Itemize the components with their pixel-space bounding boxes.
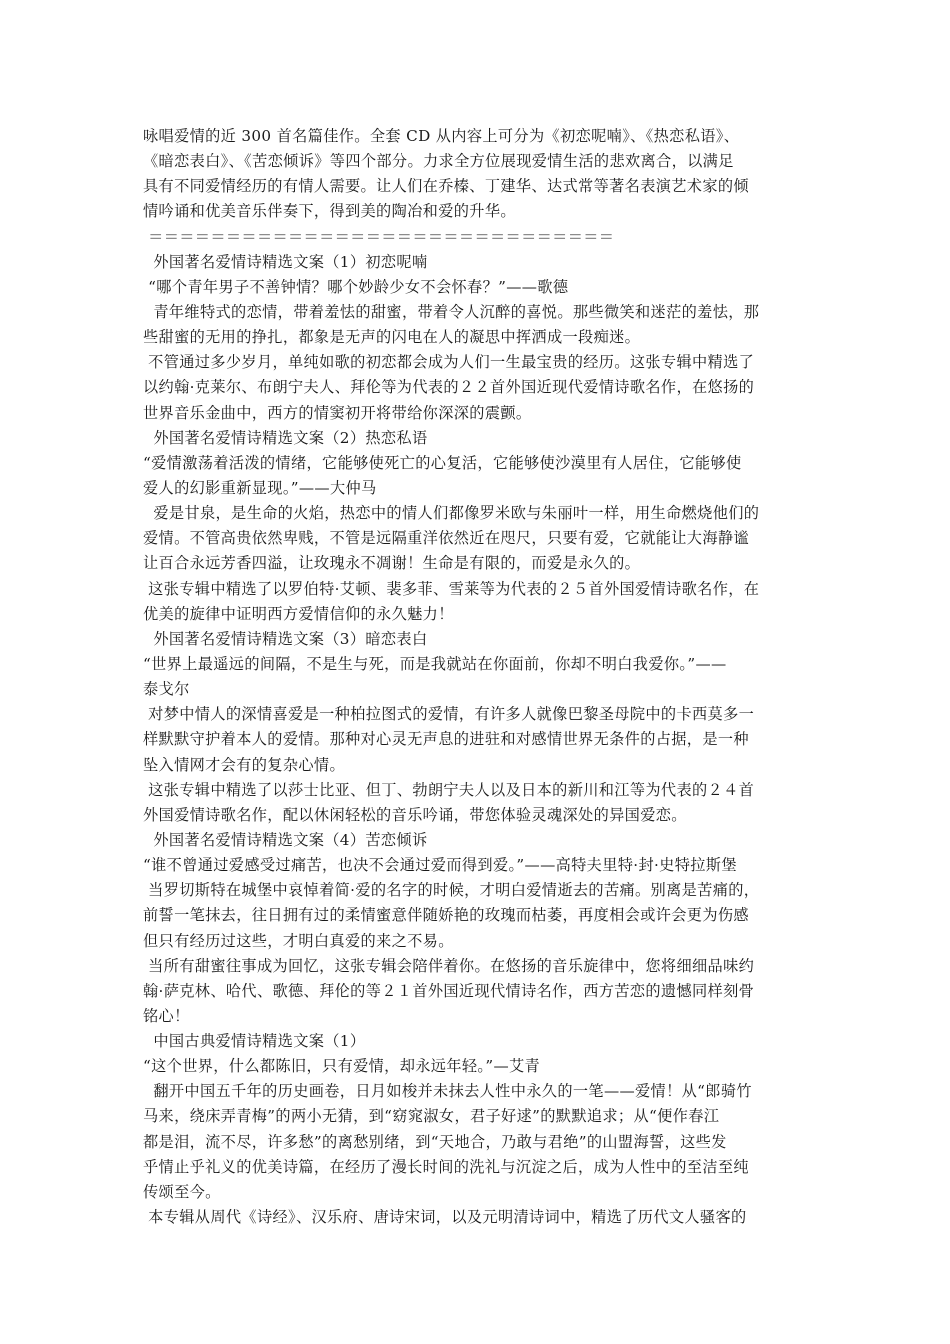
text-line: 爱是甘泉，是生命的火焰，热恋中的情人们都像罗米欧与朱丽叶一样，用生命燃烧他们的: [143, 504, 760, 523]
text-line: 翻开中国五千年的历史画卷，日月如梭并未抹去人性中永久的一笔——爱情！从“郎骑竹: [143, 1082, 752, 1101]
text-line: 外国爱情诗歌名作，配以休闲轻松的音乐吟诵，带您体验灵魂深处的异国爱恋。: [143, 805, 687, 824]
text-line: 都是泪，流不尽，许多愁”的离愁别绪，到“天地合，乃敢与君绝”的山盟海誓，这些发: [143, 1132, 727, 1151]
quote-line: “这个世界，什么都陈旧，只有爱情，却永远年轻。”—艾青: [143, 1057, 541, 1076]
section-heading: 中国古典爱情诗精选文案（1）: [143, 1032, 366, 1051]
text-line: 本专辑从周代《诗经》、汉乐府、唐诗宋词，以及元明清诗词中，精选了历代文人骚客的: [143, 1208, 747, 1227]
text-line: 翰·萨克林、哈代、歌德、拜伦的等２１首外国近现代情诗名作，西方苦恋的遗憾同样刻骨: [143, 981, 755, 1000]
section-heading: 外国著名爱情诗精选文案（3）暗恋表白: [143, 629, 428, 648]
text-line: 乎情止乎礼义的优美诗篇，在经历了漫长时间的洗礼与沉淀之后，成为人性中的至洁至纯: [143, 1157, 749, 1176]
text-line: 当罗切斯特在城堡中哀悼着简·爱的名字的时候，才明白爱情逝去的苦痛。别离是苦痛的，: [143, 881, 760, 900]
text-line: 世界音乐金曲中，西方的情窦初开将带给你深深的震颤。: [143, 403, 532, 422]
quote-line: 爱人的幻影重新显现。”——大仲马: [143, 478, 377, 497]
text-line: 优美的旋律中证明西方爱情信仰的永久魅力！: [143, 604, 454, 623]
quote-line: “哪个青年男子不善钟情？哪个妙龄少女不会怀春？”——歌德: [143, 277, 569, 296]
document-body: [143, 124, 813, 1230]
text-line: 样默默守护着本人的爱情。那种对心灵无声息的进驻和对感情世界无条件的占据，是一种: [143, 730, 749, 749]
text-line: 坠入情网才会有的复杂心情。: [143, 755, 345, 774]
quote-line: “爱情激荡着活泼的情绪，它能够使死亡的心复活，它能够使沙漠里有人居住，它能够使: [143, 453, 742, 472]
text-line: 具有不同爱情经历的有情人需要。让人们在乔榛、丁建华、达式常等著名表演艺术家的倾: [143, 177, 749, 196]
text-line: 传颂至今。: [143, 1182, 221, 1201]
text-line: 当所有甜蜜往事成为回忆，这张专辑会陪伴着你。在悠扬的音乐旋律中，您将细细品味约: [143, 956, 755, 975]
text-line: 青年维特式的恋情，带着羞怯的甜蜜，带着令人沉醉的喜悦。那些微笑和迷茫的羞怯，那: [143, 302, 760, 321]
text-line: 情吟诵和优美音乐伴奏下，得到美的陶冶和爱的升华。: [143, 202, 516, 221]
text-line: 前誓一笔抹去，往日拥有过的柔情蜜意伴随娇艳的玫瑰而枯萎，再度相会或许会更为伤感: [143, 906, 749, 925]
text-line: 不管通过多少岁月，单纯如歌的初恋都会成为人们一生最宝贵的经历。这张专辑中精选了: [143, 353, 755, 372]
text-line: 些甜蜜的无用的挣扎，都象是无声的闪电在人的凝思中挥洒成一段痴迷。: [143, 328, 641, 347]
section-heading: 外国著名爱情诗精选文案（1）初恋呢喃: [143, 252, 428, 271]
text-line: 爱情。不管高贵依然卑贱，不管是远隔重洋依然近在咫尺，只要有爱，它就能让大海静谧: [143, 529, 749, 548]
text-line: 但只有经历过这些，才明白真爱的来之不易。: [143, 931, 454, 950]
text-line: 马来，绕床弄青梅”的两小无猜，到“窈窕淑女，君子好逑”的默默追求；从“便作春江: [143, 1107, 720, 1126]
text-line: 让百合永远芳香四溢，让玫瑰永不凋谢！生命是有限的，而爱是永久的。: [143, 554, 641, 573]
text-line: 铭心！: [143, 1006, 190, 1025]
separator-line: ＝＝＝＝＝＝＝＝＝＝＝＝＝＝＝＝＝＝＝＝＝＝＝＝＝＝＝＝＝＝: [143, 227, 615, 246]
section-heading: 外国著名爱情诗精选文案（4）苦恋倾诉: [143, 830, 428, 849]
quote-line: “世界上最遥远的间隔，不是生与死，而是我就站在你面前，你却不明白我爱你。”——: [143, 654, 727, 673]
text-line: 对梦中情人的深情喜爱是一种柏拉图式的爱情，有许多人就像巴黎圣母院中的卡西莫多一: [143, 705, 755, 724]
text-line: 这张专辑中精选了以罗伯特·艾顿、裴多菲、雪莱等为代表的２５首外国爱情诗歌名作，在: [143, 579, 760, 598]
quote-line: “谁不曾通过爱感受过痛苦，也决不会通过爱而得到爱。”——高特夫里特·封·史特拉斯堡: [143, 856, 737, 875]
text-line: 《暗恋表白》、《苦恋倾诉》等四个部分。力求全方位展现爱情生活的悲欢离合，以满足: [143, 152, 734, 171]
quote-line: 泰戈尔: [143, 680, 190, 699]
text-line: 这张专辑中精选了以莎士比亚、但丁、勃朗宁夫人以及日本的新川和江等为代表的２４首: [143, 780, 755, 799]
section-heading: 外国著名爱情诗精选文案（2）热恋私语: [143, 428, 428, 447]
text-line: 咏唱爱情的近 300 首名篇佳作。全套 CD 从内容上可分为《初恋呢喃》、《热恋私语》、: [143, 127, 740, 145]
text-line: 以约翰·克莱尔、布朗宁夫人、拜伦等为代表的２２首外国近现代爱情诗歌名作，在悠扬的: [143, 378, 755, 397]
